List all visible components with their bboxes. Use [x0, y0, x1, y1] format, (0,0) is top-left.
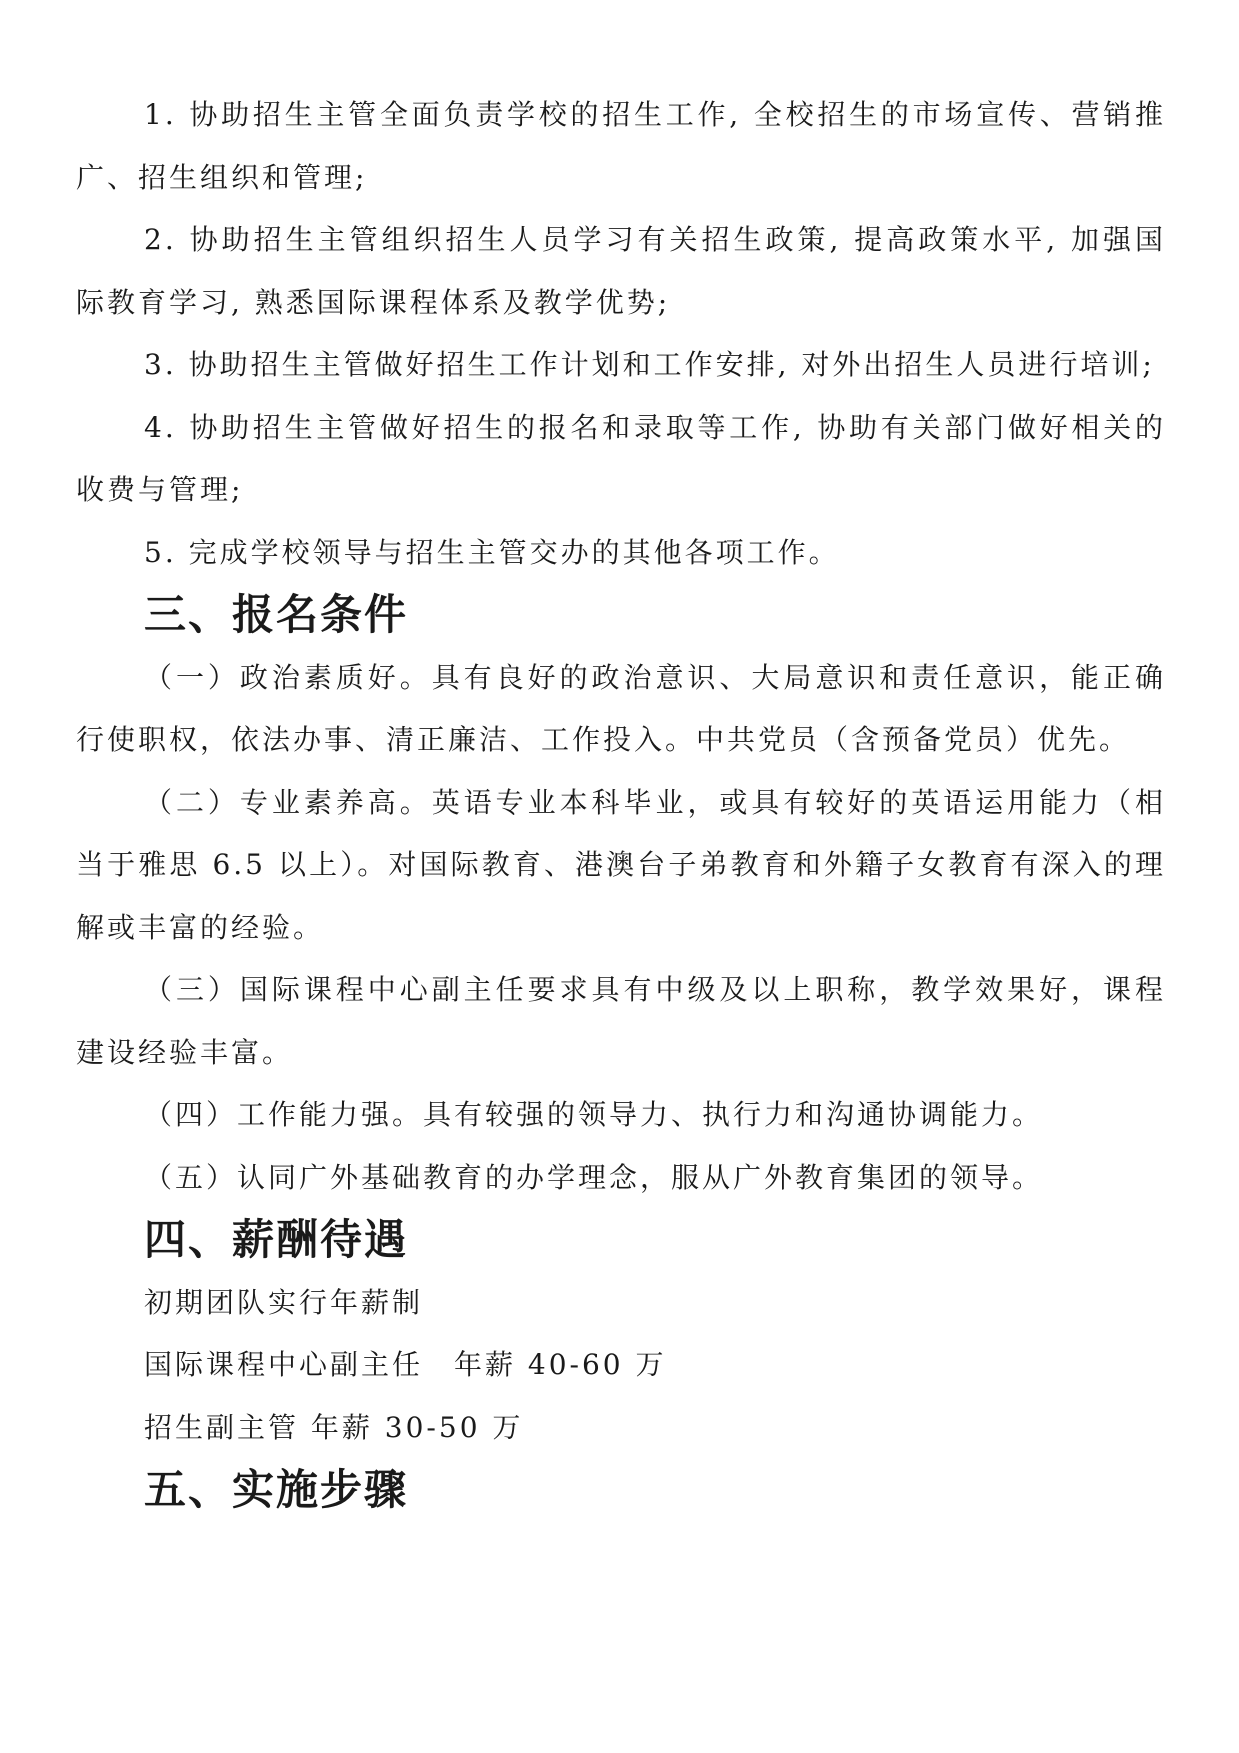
salary-line-2: 国际课程中心副主任 年薪 40-60 万: [144, 1348, 667, 1381]
requirement-item-3: （三）国际课程中心副主任要求具有中级及以上职称，教学效果好，课程建设经验丰富。: [76, 973, 1166, 1069]
requirement-item-2: （二）专业素养高。英语专业本科毕业，或具有较好的英语运用能力（相当于雅思 6.5 以上）。对国际教育、港澳台子弟教育和外籍子女教育有深入的理解或丰富的经验。: [76, 785, 1166, 944]
duty-item-5: 5. 完成学校领导与招生主管交办的其他各项工作。: [144, 535, 840, 569]
salary-line-1: 初期团队实行年薪制: [144, 1285, 424, 1319]
section-heading-steps: 五、实施步骤: [144, 1465, 409, 1514]
requirement-item-4: （四）工作能力强。具有较强的领导力、执行力和沟通协调能力。: [144, 1098, 1044, 1131]
requirement-item-5: （五）认同广外基础教育的办学理念，服从广外教育集团的领导。: [144, 1160, 1044, 1194]
duty-item-3: 3. 协助招生主管做好招生工作计划和工作安排, 对外出招生人员进行培训;: [144, 348, 1155, 381]
requirement-item-1: （一）政治素质好。具有良好的政治意识、大局意识和责任意识，能正确行使职权，依法办事、清正廉洁、工作投入。中共党员（含预备党员）优先。: [76, 660, 1166, 756]
duty-item-4: 4. 协助招生主管做好招生的报名和录取等工作, 协助有关部门做好相关的收费与管理;: [76, 410, 1166, 506]
duty-item-1: 1. 协助招生主管全面负责学校的招生工作, 全校招生的市场宣传、营销推广、招生组织和管理;: [76, 98, 1166, 194]
section-heading-requirements: 三、报名条件: [144, 590, 409, 639]
section-heading-salary: 四、薪酬待遇: [144, 1215, 409, 1264]
duty-item-2: 2. 协助招生主管组织招生人员学习有关招生政策, 提高政策水平, 加强国际教育学习, 熟悉国际课程体系及教学优势;: [76, 223, 1166, 319]
salary-line-3: 招生副主管 年薪 30-50 万: [144, 1410, 524, 1444]
document-page: [76, 84, 1166, 1522]
